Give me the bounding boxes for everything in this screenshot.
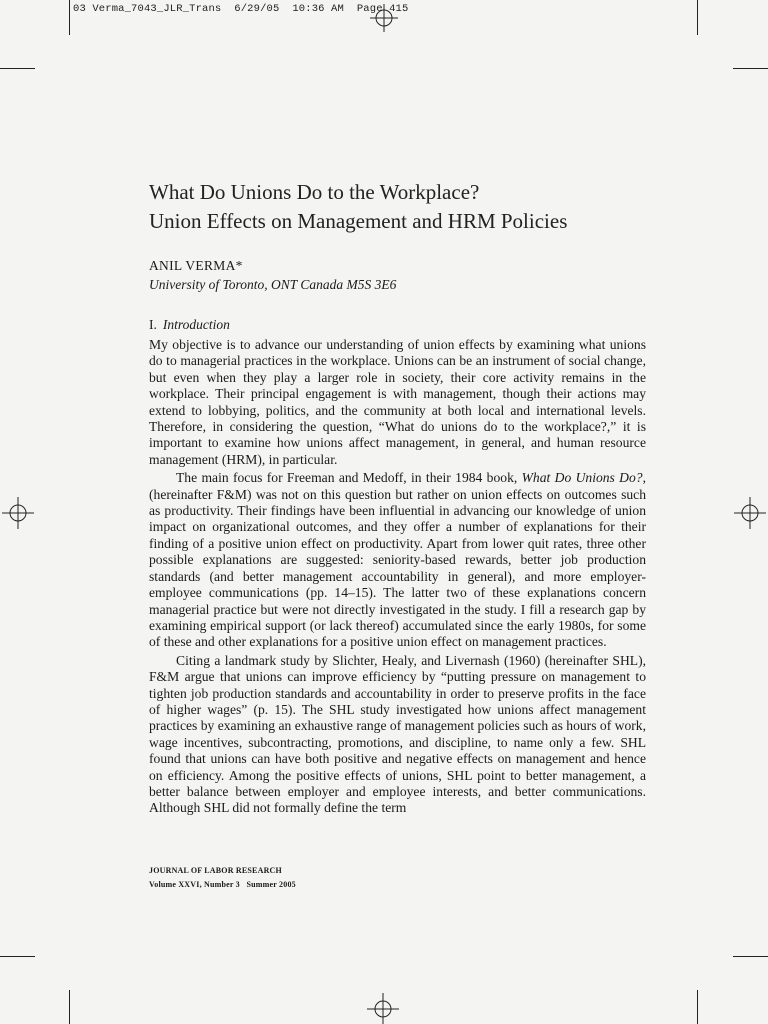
title-line-1: What Do Unions Do to the Workplace? — [149, 180, 480, 204]
crop-mark-top-right-v — [697, 0, 698, 35]
print-slug: 03 Verma_7043_JLR_Trans 6/29/05 10:36 AM Page 415 — [73, 3, 409, 15]
journal-footer — [149, 862, 296, 893]
article — [149, 178, 646, 817]
crop-mark-bottom-left-v — [69, 990, 70, 1024]
body-text — [149, 337, 646, 817]
title-line-2: Union Effects on Management and HRM Policies — [149, 209, 568, 233]
registration-mark-top — [370, 4, 398, 32]
crop-mark-bottom-right-v — [697, 990, 698, 1024]
registration-mark-bottom — [367, 993, 399, 1024]
paragraph-1: My objective is to advance our understanding of union effects by examining what unions do to managerial practices in the workplace. Unions can be an instrument of social change, but even when they play a larger role in society, their core activity remains in the workplace. Their principal engagement is with management, though their actions may extend to lobbying, politics, and the community at both local and international levels. Therefore, in considering the question, “What do unions do to the workplace?,” it is important to examine how unions affect management, in general, and human resource management (HRM), in particular. — [149, 337, 646, 467]
crop-mark-bottom-right-h — [733, 956, 768, 957]
crop-mark-top-left-v — [69, 0, 70, 35]
crop-mark-bottom-left-h — [0, 956, 35, 957]
journal-issue: Volume XXVI, Number 3 Summer 2005 — [149, 880, 296, 889]
paragraph-3: Citing a landmark study by Slichter, Healy, and Livernash (1960) (hereinafter SHL), F&M argue that unions can improve efficiency by “putting pressure on management to tighten job production standards and accountability in order to preserve profits in the face of higher wages” (p. 15). The SHL study investigated how unions affect management practices by examining an exhaustive range of management policies such as hours of work, wage incentives, subcontracting, promotions, and discipline, to name only a few. SHL found that unions can have both positive and negative effects on management and hence on efficiency. Among the positive effects of unions, SHL point to better management, a better balance between employer and employee interests, and better communications. Although SHL did not formally define the term — [149, 652, 646, 816]
crop-mark-top-left-h — [0, 68, 35, 69]
journal-name: JOURNAL OF LABOR RESEARCH — [149, 866, 282, 875]
article-title — [149, 178, 646, 236]
paragraph-2: The main focus for Freeman and Medoff, in their 1984 book, What Do Unions Do?, (hereinafter F&M) was not on this question but rather on union effects on outcomes such as productivity. Their findings have been influential in advancing our knowledge of union impact on organizational outcomes, and they offer a number of explanations for their finding of a positive union effect on productivity. Apart from lower quit rates, three other possible explanations are suggested: seniority-based rewards, better job production standards (and better management accountability in general), and more employer-employee communications (pp. 14–15). The latter two of these explanations concern managerial practice but were not directly investigated in the study. I fill a research gap by examining empirical support (or lack thereof) accumulated since the early 1980s, for some of these and other explanations for a positive union effect on management practices. — [149, 470, 646, 650]
registration-mark-left — [2, 497, 34, 529]
author-affiliation: University of Toronto, ONT Canada M5S 3E6 — [149, 277, 397, 292]
registration-mark-right — [734, 497, 766, 529]
book-title: What Do Unions Do? — [521, 470, 643, 486]
crop-mark-top-right-h — [733, 68, 768, 69]
section-label: Introduction — [162, 317, 230, 332]
author-name: ANIL VERMA* — [149, 258, 243, 273]
section-number: I. — [149, 317, 157, 332]
section-heading — [149, 315, 646, 334]
